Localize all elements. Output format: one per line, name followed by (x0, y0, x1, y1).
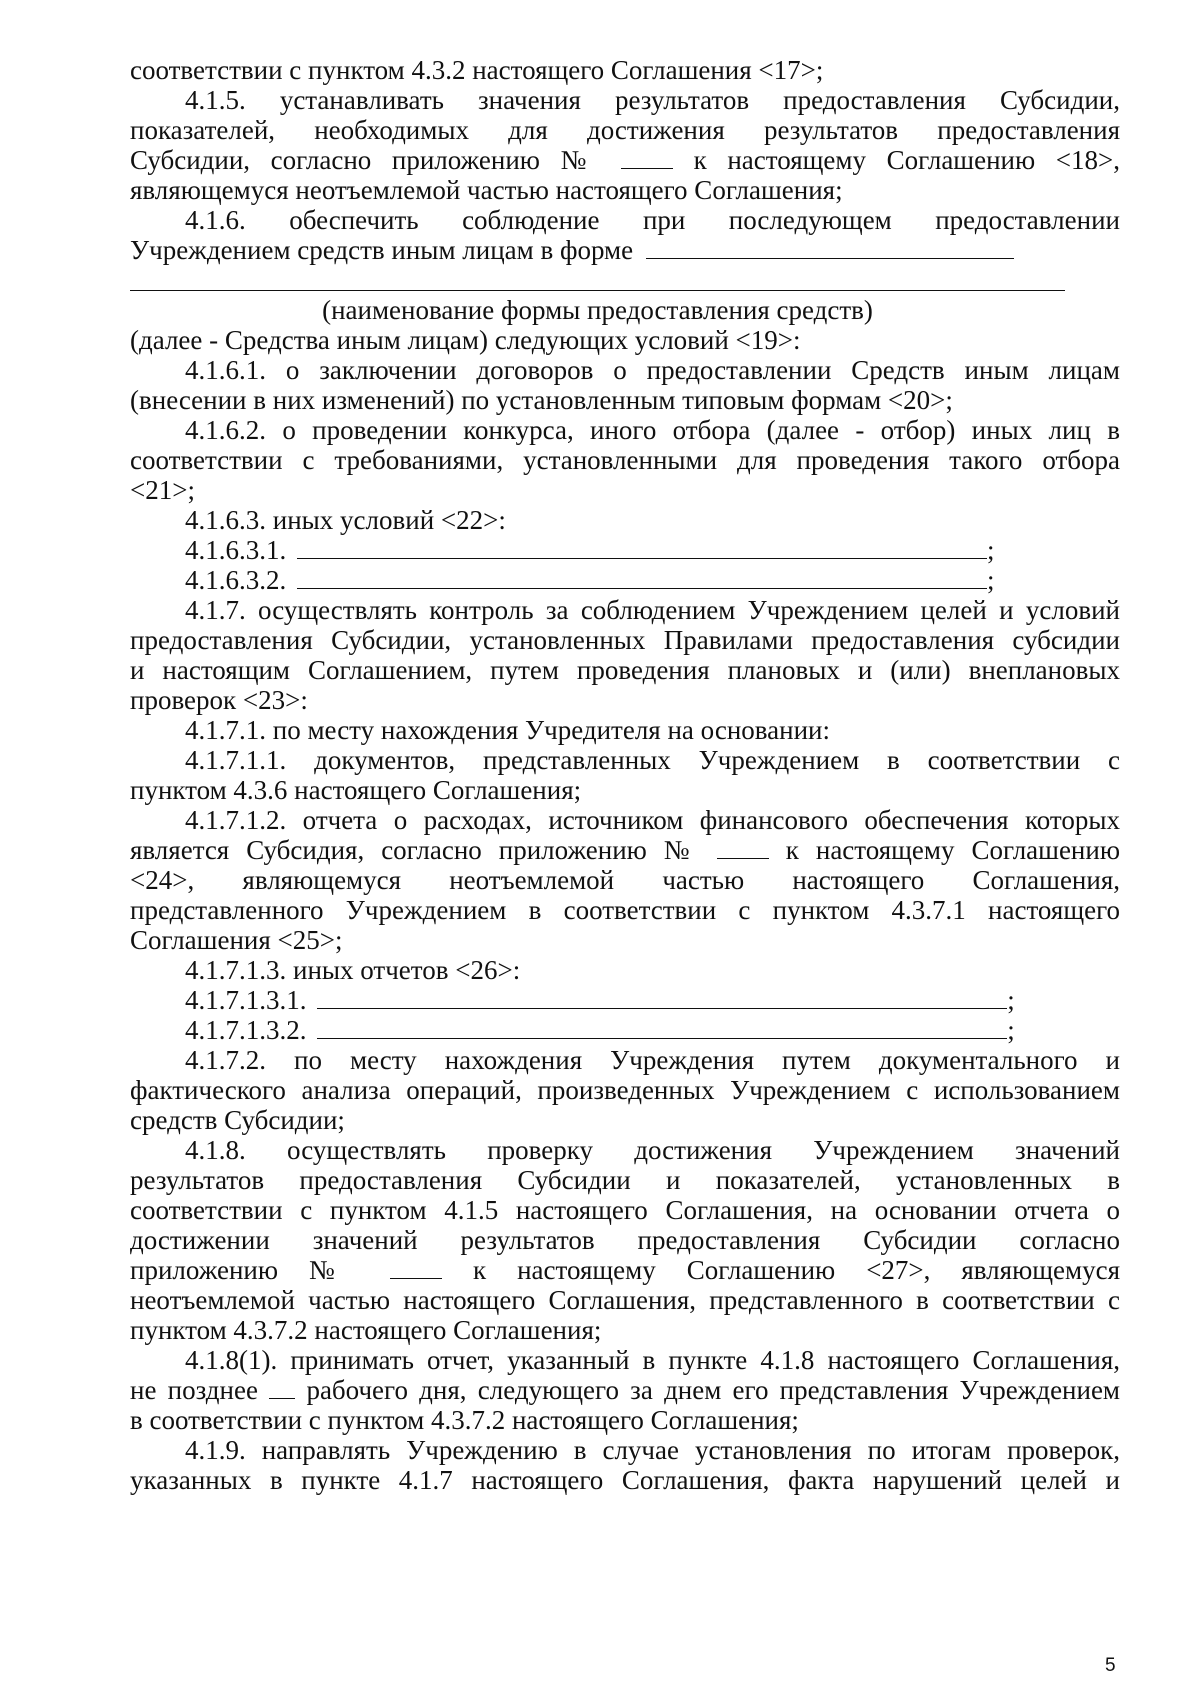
clause-4-1-7-1-3-2 (185, 1014, 1120, 1046)
text-line: представленного Учреждением в соответствии с пунктом 4.3.7.1 настоящего (130, 895, 1120, 925)
text-line: средств Субсидии; (130, 1105, 345, 1135)
text-line: предоставления Субсидии, установленных Правилами предоставления субсидии (130, 625, 1120, 655)
field-caption: (наименование формы предоставления средств) (322, 295, 873, 325)
blank-field (390, 1254, 442, 1279)
clause-4-1-7-1: 4.1.7.1. по месту нахождения Учредителя на основании: (185, 715, 830, 745)
text-fragment: является Субсидия, согласно приложению № (130, 835, 700, 865)
text-line-with-blank (130, 1374, 1120, 1406)
text-line: соответствии с требованиями, установленными для проведения такого отбора (130, 445, 1120, 475)
blank-field (297, 564, 987, 589)
text-line: и настоящим Соглашением, путем проведения плановых и (или) внеплановых (130, 655, 1120, 685)
clause-4-1-7: 4.1.7. осуществлять контроль за соблюдением Учреждением целей и условий (185, 595, 1120, 625)
text-line-with-blank (130, 1254, 1120, 1286)
clause-4-1-7-1-3: 4.1.7.1.3. иных отчетов <26>: (185, 955, 521, 985)
text-fragment: к настоящему Соглашению <18>, (693, 145, 1120, 175)
semicolon: ; (1007, 1015, 1015, 1045)
text-line: <24>, являющемуся неотъемлемой частью настоящего Соглашения, (130, 865, 1120, 895)
text-line: фактического анализа операций, произведенных Учреждением с использованием (130, 1075, 1120, 1105)
text-fragment: не позднее (130, 1375, 258, 1405)
text-line: пунктом 4.3.6 настоящего Соглашения; (130, 775, 582, 805)
text-line: Соглашения <25>; (130, 925, 343, 955)
blank-field (317, 1014, 1007, 1039)
page-number: 5 (1105, 1655, 1116, 1676)
text-line: являющемуся неотъемлемой частью настоящего Соглашения; (130, 175, 843, 205)
text-fragment: к настоящему Соглашению <27>, являющемуся (473, 1255, 1120, 1285)
clause-4-1-6-3-1 (185, 534, 1120, 566)
text-line: неотъемлемой частью настоящего Соглашения, представленного в соответствии с (130, 1285, 1120, 1315)
blank-field (317, 984, 1007, 1009)
text-line-with-blank (130, 834, 1120, 866)
text-line: соответствии с пунктом 4.3.2 настоящего Соглашения <17>; (130, 55, 824, 85)
clause-4-1-6-2: 4.1.6.2. о проведении конкурса, иного отбора (далее - отбор) иных лиц в (185, 415, 1120, 445)
text-line: соответствии с пунктом 4.1.5 настоящего Соглашения, на основании отчета о (130, 1195, 1120, 1225)
clause-4-1-7-2: 4.1.7.2. по месту нахождения Учреждения путем документального и (185, 1045, 1120, 1075)
clause-4-1-7-1-3-1 (185, 984, 1120, 1016)
text-line-with-blank (130, 144, 1120, 176)
blank-field (297, 534, 987, 559)
clause-4-1-6-1: 4.1.6.1. о заключении договоров о предоставлении Средств иным лицам (185, 355, 1120, 385)
clause-4-1-7-1-2: 4.1.7.1.2. отчета о расходах, источником финансового обеспечения которых (185, 805, 1120, 835)
text-line: указанных в пункте 4.1.7 настоящего Соглашения, факта нарушений целей и (130, 1465, 1120, 1495)
text-line: в соответствии с пунктом 4.3.7.2 настоящего Соглашения; (130, 1405, 799, 1435)
clause-number: 4.1.7.1.3.1. (185, 985, 307, 1015)
text-fragment: рабочего дня, следующего за днем его представления Учреждением (306, 1375, 1120, 1405)
text-line: показателей, необходимых для достижения результатов предоставления (130, 115, 1120, 145)
blank-field (717, 834, 769, 859)
semicolon: ; (1007, 985, 1015, 1015)
text-fragment: к настоящему Соглашению (785, 835, 1120, 865)
text-fragment: Субсидии, согласно приложению № (130, 145, 601, 175)
text-line-with-blank (130, 234, 1120, 266)
clause-number: 4.1.6.3.2. (185, 565, 287, 595)
text-line: пунктом 4.3.7.2 настоящего Соглашения; (130, 1315, 602, 1345)
blank-field (269, 1374, 295, 1399)
clause-number: 4.1.6.3.1. (185, 535, 287, 565)
text-line: <21>; (130, 475, 195, 505)
blank-field (621, 144, 673, 169)
blank-line (130, 290, 1065, 291)
text-line: проверок <23>: (130, 685, 308, 715)
text-line: (далее - Средства иным лицам) следующих условий <19>: (130, 325, 801, 355)
clause-number: 4.1.7.1.3.2. (185, 1015, 307, 1045)
clause-4-1-6: 4.1.6. обеспечить соблюдение при последующем предоставлении (185, 205, 1120, 235)
text-fragment: приложению № (130, 1255, 360, 1285)
text-line: результатов предоставления Субсидии и показателей, установленных в (130, 1165, 1120, 1195)
clause-4-1-6-3: 4.1.6.3. иных условий <22>: (185, 505, 506, 535)
clause-4-1-7-1-1: 4.1.7.1.1. документов, представленных Учреждением в соответствии с (185, 745, 1120, 775)
text-line: достижении значений результатов предоставления Субсидии согласно (130, 1225, 1120, 1255)
clause-4-1-6-3-2 (185, 564, 1120, 596)
text-fragment: Учреждением средств иным лицам в форме (130, 235, 634, 265)
semicolon: ; (987, 535, 995, 565)
clause-4-1-9: 4.1.9. направлять Учреждению в случае установления по итогам проверок, (185, 1435, 1120, 1465)
clause-4-1-8: 4.1.8. осуществлять проверку достижения Учреждением значений (185, 1135, 1120, 1165)
clause-4-1-8-1: 4.1.8(1). принимать отчет, указанный в пункте 4.1.8 настоящего Соглашения, (185, 1345, 1120, 1375)
semicolon: ; (987, 565, 995, 595)
blank-field (646, 234, 1014, 259)
text-line: (внесении в них изменений) по установленным типовым формам <20>; (130, 385, 953, 415)
clause-4-1-5: 4.1.5. устанавливать значения результатов предоставления Субсидии, (185, 85, 1120, 115)
